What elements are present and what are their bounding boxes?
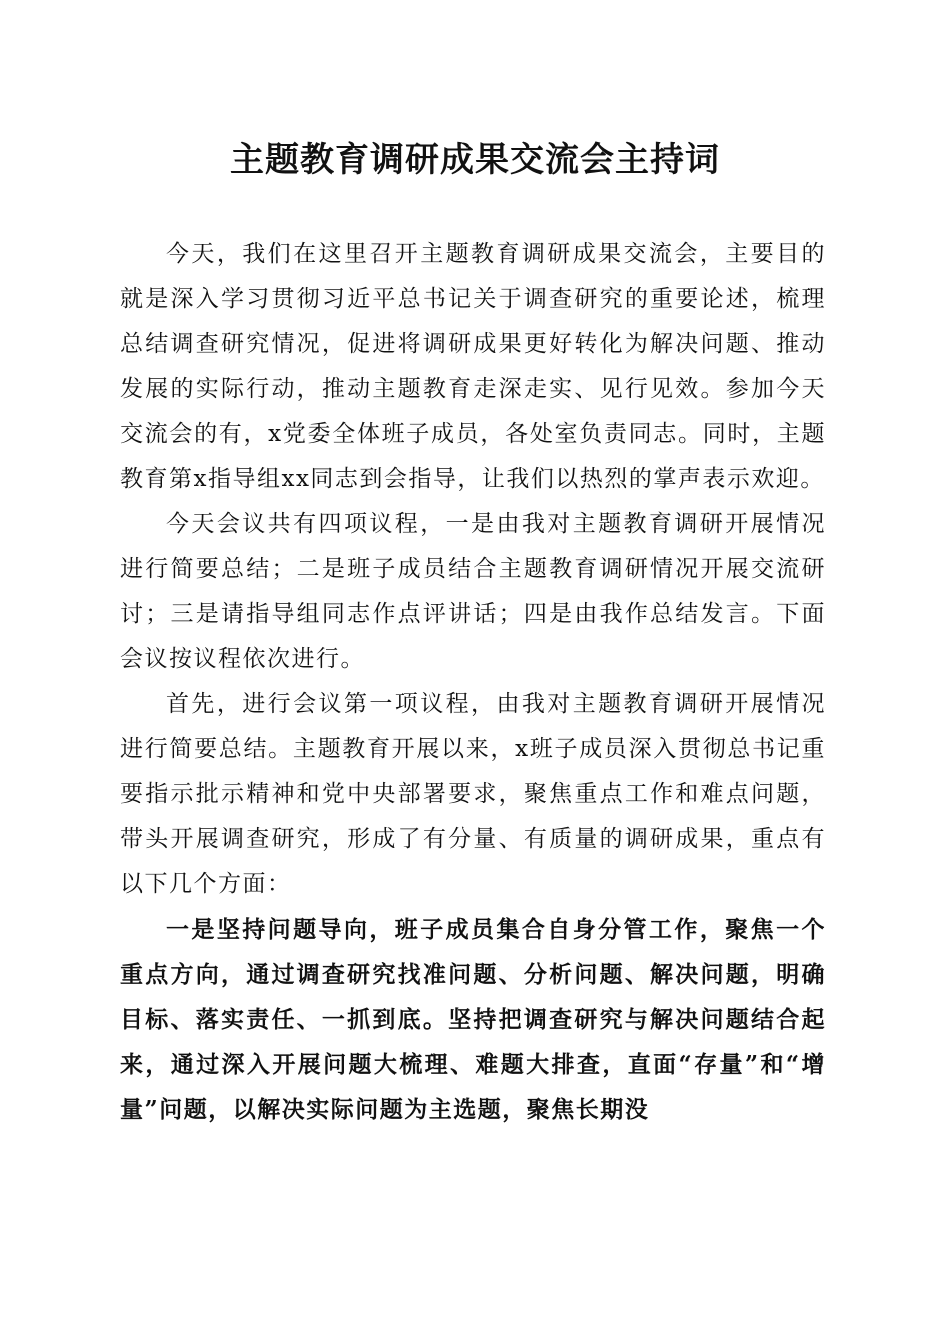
paragraph-point-one: 一是坚持问题导向，班子成员集合自身分管工作，聚焦一个重点方向，通过调查研究找准问题、分析问题、解决问题，明确目标、落实责任、一抓到底。坚持把调查研究与解决问题结合起来，通过深入开展问题大梳理、难题大排查，直面“存量”和“增量”问题，以解决实际问题为主选题，聚焦长期没 bbox=[120, 916, 826, 1123]
document-title: 主题教育调研成果交流会主持词 bbox=[230, 140, 720, 180]
paragraph-opening: 今天，我们在这里召开主题教育调研成果交流会，主要目的就是深入学习贯彻习近平总书记关于调查研究的重要论述，梳理总结调查研究情况，促进将调研成果更好转化为解决问题、推动发展的实际行动，推动主题教育走深走实、见行见效。参加今天交流会的有，x党委全体班子成员，各处室负责同志。同时，主题教育第x指导组xx同志到会指导，让我们以热烈的掌声表示欢迎。 bbox=[120, 241, 826, 492]
document-body bbox=[120, 232, 826, 1132]
paragraph-agenda: 今天会议共有四项议程，一是由我对主题教育调研开展情况进行简要总结；二是班子成员结合主题教育调研情况开展交流研讨；三是请指导组同志作点评讲话；四是由我作总结发言。下面会议按议程依次进行。 bbox=[120, 511, 826, 672]
paragraph-first-item: 首先，进行会议第一项议程，由我对主题教育调研开展情况进行简要总结。主题教育开展以来，x班子成员深入贯彻总书记重要指示批示精神和党中央部署要求，聚焦重点工作和难点问题，带头开展调查研究，形成了有分量、有质量的调研成果，重点有以下几个方面： bbox=[120, 691, 826, 897]
